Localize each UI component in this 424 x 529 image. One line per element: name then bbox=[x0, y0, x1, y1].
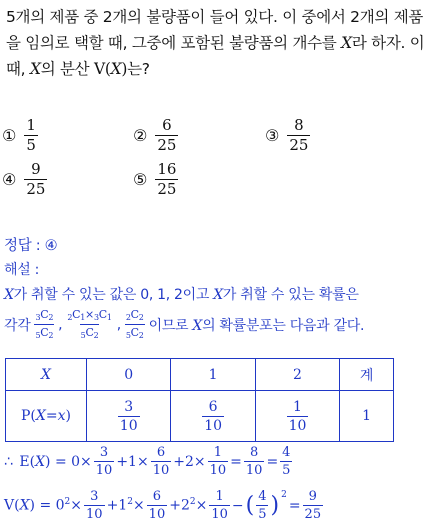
variance-equation: $V(X) = 0^2\times$ $\frac{3}{10}$ $+1^2\times$ $\frac{6}{10}$ $+2^2\times$ $\frac{1}{10}$ − ( $\frac{4}{5}$ ) $^2$ = $\frac{9}{25}$ bbox=[4, 489, 322, 522]
solution-text-2a: 각각 bbox=[4, 317, 31, 334]
option-5[interactable] bbox=[133, 162, 178, 197]
probability-distribution-table bbox=[5, 358, 394, 442]
table-row-label: P(X=x) bbox=[6, 391, 87, 442]
option-denominator: 25 bbox=[26, 180, 46, 198]
option-fraction bbox=[287, 118, 310, 153]
question-line-1 bbox=[6, 5, 423, 27]
option-fraction bbox=[155, 162, 178, 197]
option-mark: ① bbox=[2, 126, 17, 145]
combination-denominator: $_5C_2$ bbox=[125, 326, 144, 340]
table-header-cell: 2 bbox=[255, 359, 339, 391]
table-cell: $\frac{3}{10}$ bbox=[87, 391, 171, 442]
option-3[interactable] bbox=[265, 118, 310, 153]
table-cell: $\frac{6}{10}$ bbox=[171, 391, 255, 442]
variance-expr-pre: V( bbox=[93, 60, 111, 78]
option-mark: ③ bbox=[265, 126, 280, 145]
question-text-3a: 때, bbox=[6, 60, 30, 78]
answer-label: 정답 : ④ bbox=[4, 238, 58, 254]
combination-numerator: $_2C_1\times_3C_1$ bbox=[67, 308, 112, 322]
table-header-cell: 계 bbox=[340, 359, 394, 391]
option-numerator: 16 bbox=[157, 160, 177, 178]
combination-numerator: $_3C_2$ bbox=[35, 308, 54, 322]
solution-label: 해설 : bbox=[4, 262, 40, 278]
solution-text-1b: 가 취할 수 있는 확률은 bbox=[222, 287, 359, 303]
solution-line-2: 각각 $\frac{_3C_2}{_5C_2}$ , $\frac{_2C_1\times_3C_1}{_5C_2}$ , $\frac{_2C_2}{_5C_2}$ 이므로 X의 확률분포는 다음과 같다. bbox=[4, 308, 365, 340]
option-mark: ⑤ bbox=[133, 170, 148, 189]
variable-x: X bbox=[213, 287, 223, 303]
option-numerator: 1 bbox=[26, 116, 36, 134]
option-mark: ② bbox=[133, 126, 148, 145]
option-numerator: 8 bbox=[294, 116, 304, 134]
table-header-cell: 0 bbox=[87, 359, 171, 391]
variable-x: X bbox=[29, 60, 41, 78]
table-cell-total: 1 bbox=[340, 391, 394, 442]
combination-numerator: $_2C_2$ bbox=[125, 308, 144, 322]
solution-text-2b: 이므로 bbox=[148, 317, 193, 334]
question-text-3b: 의 분산 bbox=[40, 60, 94, 78]
option-fraction bbox=[24, 118, 38, 153]
option-mark: ④ bbox=[2, 170, 17, 189]
option-fraction bbox=[155, 118, 178, 153]
table-header-cell: X bbox=[6, 359, 87, 391]
question-line-2 bbox=[6, 31, 424, 53]
option-numerator: 9 bbox=[31, 160, 41, 178]
option-4[interactable] bbox=[2, 162, 47, 197]
variable-x: X bbox=[341, 34, 352, 52]
mean-equation: ∴ E(X) = 0× $\frac{3}{10}$ +1× $\frac{6}{10}$ +2× $\frac{1}{10}$ = $\frac{8}{10}$ = $\frac{4}{5}$ bbox=[4, 445, 291, 478]
option-denominator: 25 bbox=[157, 136, 177, 154]
option-numerator: 6 bbox=[162, 116, 172, 134]
table-header-cell: 1 bbox=[171, 359, 255, 391]
variable-x: X bbox=[192, 317, 203, 334]
question-text-1: 5개의 제품 중 2개의 불량품이 들어 있다. 이 중에서 2개의 제품 bbox=[6, 8, 424, 26]
table-cell: $\frac{1}{10}$ bbox=[255, 391, 339, 442]
solution-text-2c: 의 확률분포는 다음과 같다. bbox=[202, 317, 365, 334]
combination-fraction-2 bbox=[66, 309, 112, 340]
variance-expr-post: ) bbox=[121, 60, 128, 78]
question-text-2b: 라 하자. 이 bbox=[351, 34, 424, 52]
variable-x: X bbox=[4, 287, 14, 303]
question-text-3c: 는? bbox=[127, 60, 150, 78]
question-line-3 bbox=[6, 57, 150, 79]
table-header-row bbox=[6, 359, 394, 391]
question-text-2a: 을 임의로 택할 때, 그중에 포함된 불량품의 개수를 bbox=[6, 34, 342, 52]
combination-denominator: $_5C_2$ bbox=[80, 326, 99, 340]
combination-fraction-1 bbox=[34, 309, 54, 340]
table-row bbox=[6, 391, 394, 442]
solution-text-1a: 가 취할 수 있는 값은 0, 1, 2이고 bbox=[13, 287, 214, 303]
option-fraction bbox=[24, 162, 47, 197]
variable-x: X bbox=[110, 60, 122, 78]
option-1[interactable] bbox=[2, 118, 38, 153]
combination-fraction-3 bbox=[125, 309, 145, 340]
option-2[interactable] bbox=[133, 118, 178, 153]
option-denominator: 25 bbox=[157, 180, 177, 198]
option-denominator: 5 bbox=[26, 136, 36, 154]
option-denominator: 25 bbox=[289, 136, 309, 154]
solution-line-1 bbox=[4, 284, 359, 304]
combination-denominator: $_5C_2$ bbox=[35, 326, 54, 340]
